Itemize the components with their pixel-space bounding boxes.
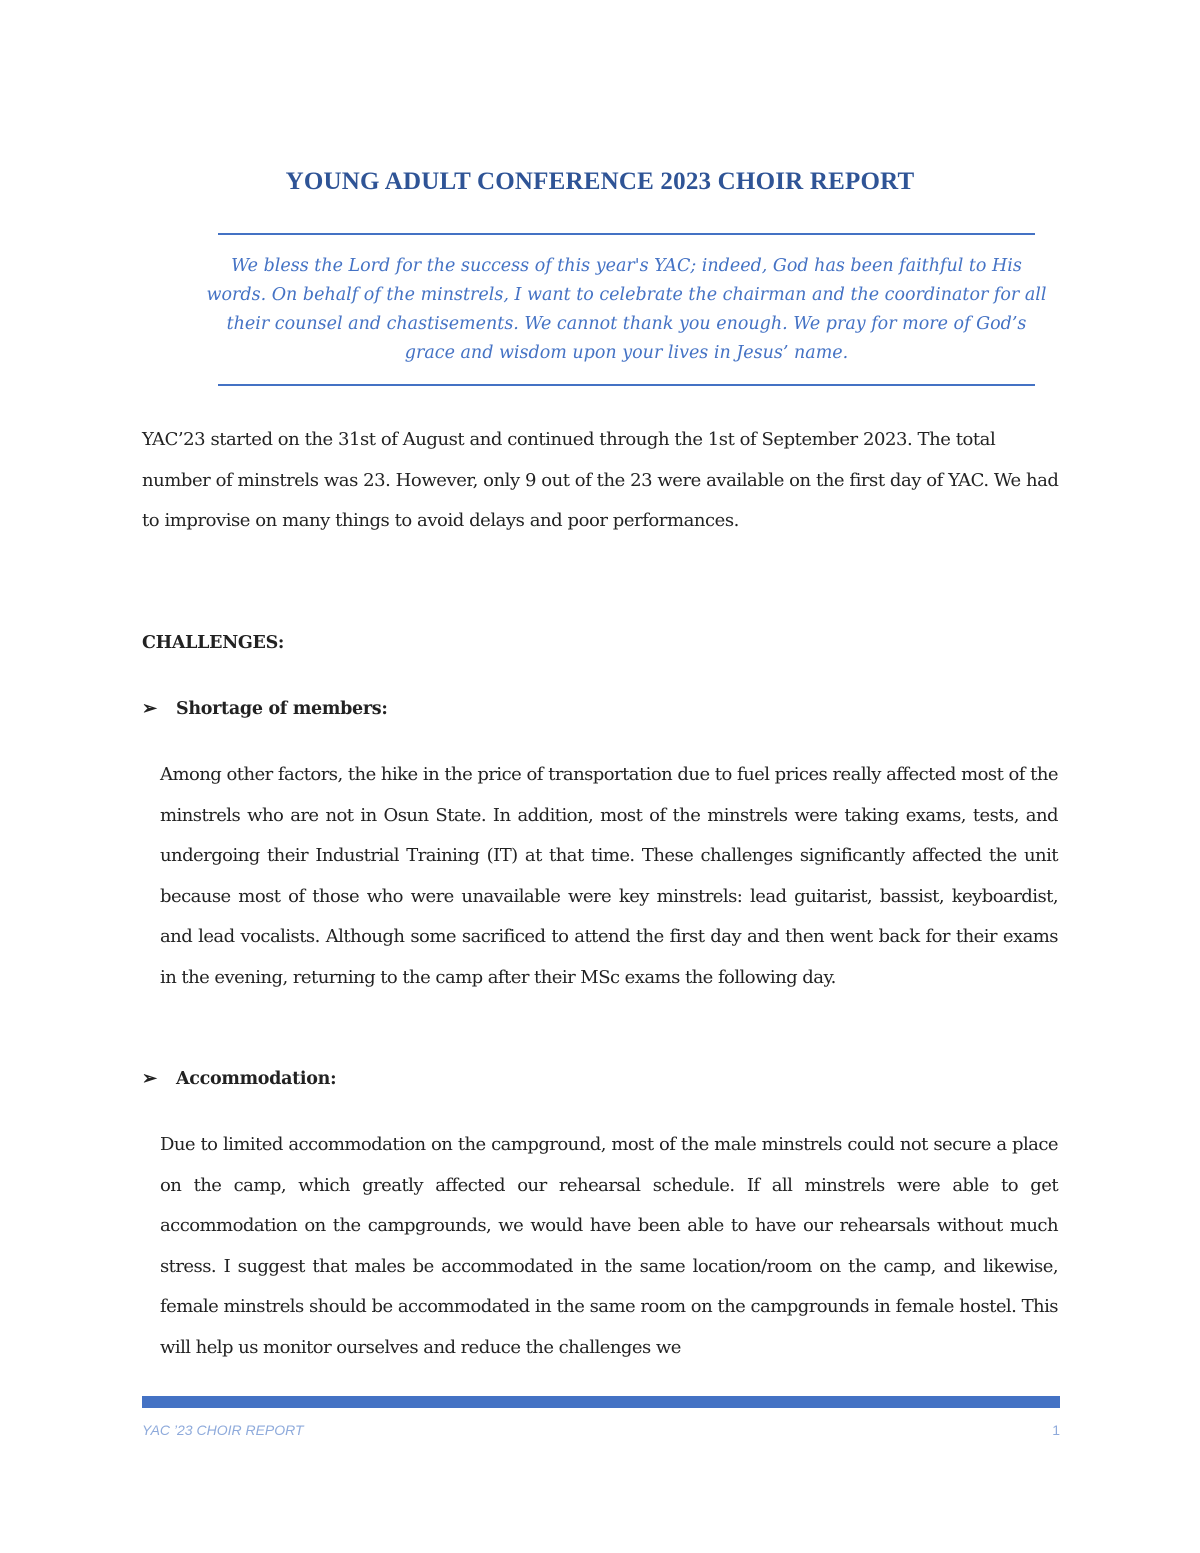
- section-heading-label: Accommodation:: [176, 1068, 337, 1089]
- section-body-shortage: Among other factors, the hike in the price of transportation due to fuel prices really affected most of the minstrels who are not in Osun State. In addition, most of the minstrels were taking exams, tests, and undergoing their Industrial Training (IT) at that time. These challenges significantly affected the unit because most of those who were unavailable were key minstrels: lead guitarist, bassist, keyboardist, and lead vocalists. Although some sacrificed to attend the first day and then went back for their exams in the evening, returning to the camp after their MSc exams the following day.: [160, 764, 1058, 988]
- section-heading-accommodation: [142, 1068, 336, 1089]
- intro-paragraph: YAC’23 started on the 31st of August and continued through the 1st of September 2023. The total number of minstrels was 23. However, only 9 out of the 23 were available on the first day of YAC. We had to improvise on many things to avoid delays and poor performances.: [142, 429, 1059, 531]
- quote-top-rule: [218, 233, 1035, 235]
- challenges-heading: CHALLENGES:: [142, 633, 285, 653]
- quote-bottom-rule: [218, 384, 1035, 386]
- document-title: YOUNG ADULT CONFERENCE 2023 CHOIR REPORT: [285, 168, 915, 195]
- arrow-bullet-icon: ➢: [142, 698, 157, 719]
- section-body-accommodation: Due to limited accommodation on the campground, most of the male minstrels could not secure a place on the camp, which greatly affected our rehearsal schedule. If all minstrels were able to get accommodation on the campgrounds, we would have been able to have our rehearsals without much stress. I suggest that males be accommodated in the same location/room on the camp, and likewise, female minstrels should be accommodated in the same room on the campgrounds in female hostel. This will help us monitor ourselves and reduce the challenges we: [160, 1134, 1058, 1358]
- page-number: 1: [1052, 1422, 1060, 1438]
- footer-report-title: YAC ’23 CHOIR REPORT: [142, 1422, 304, 1438]
- section-heading-shortage: [142, 698, 388, 719]
- arrow-bullet-icon: ➢: [142, 1068, 157, 1089]
- footer-divider: [142, 1396, 1060, 1408]
- section-heading-label: Shortage of members:: [176, 698, 388, 719]
- opening-quote: We bless the Lord for the success of this year's YAC; indeed, God has been faithful to His words. On behalf of the minstrels, I want to celebrate the chairman and the coordinator for all their counsel and chastisements. We cannot thank you enough. We pray for more of God’s grace and wisdom upon your lives in Jesus’ name.: [206, 256, 1047, 363]
